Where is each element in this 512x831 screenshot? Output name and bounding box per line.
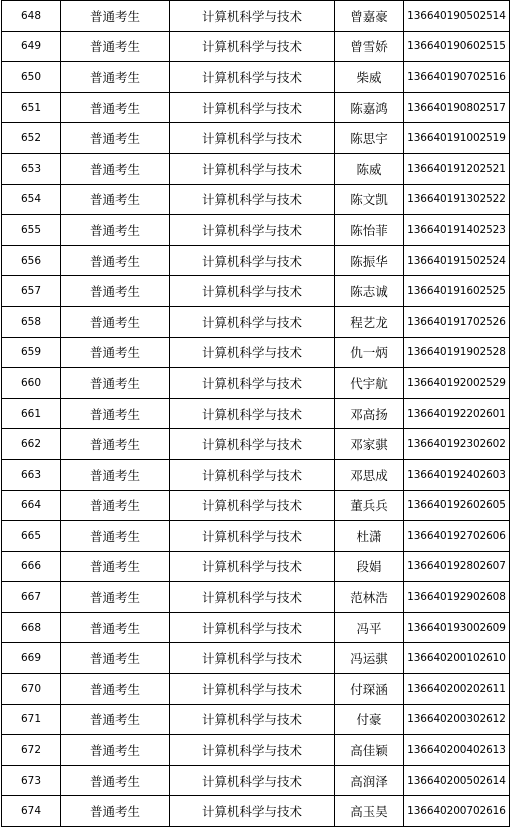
table-row <box>2 765 510 796</box>
candidate-name-cell: 付琛涵 <box>335 674 404 705</box>
table-row <box>2 337 510 368</box>
candidate-name-cell: 杜潇 <box>335 521 404 552</box>
exam-ticket-number-cell: 136640192302602 <box>404 429 510 460</box>
candidate-name-cell: 高佳颖 <box>335 735 404 766</box>
candidate-name-cell: 付豪 <box>335 704 404 735</box>
table-row <box>2 184 510 215</box>
candidate-name-cell: 冯运骐 <box>335 643 404 674</box>
candidate-name-cell: 陈文凯 <box>335 184 404 215</box>
exam-ticket-number-cell: 136640200302612 <box>404 704 510 735</box>
exam-ticket-number-cell: 136640191902528 <box>404 337 510 368</box>
exam-ticket-number-cell: 136640192902608 <box>404 582 510 613</box>
exam-ticket-number-cell: 136640191702526 <box>404 306 510 337</box>
candidate-name-cell: 程艺龙 <box>335 306 404 337</box>
candidate-type-cell: 普通考生 <box>61 153 170 184</box>
serial-number-cell: 650 <box>2 62 61 93</box>
table-row <box>2 796 510 827</box>
exam-ticket-number-cell: 136640200502614 <box>404 765 510 796</box>
serial-number-cell: 659 <box>2 337 61 368</box>
major-cell: 计算机科学与技术 <box>170 215 335 246</box>
roster-sheet <box>1 0 510 827</box>
exam-ticket-number-cell: 136640191502524 <box>404 245 510 276</box>
table-row <box>2 459 510 490</box>
major-cell: 计算机科学与技术 <box>170 31 335 62</box>
candidate-type-cell: 普通考生 <box>61 765 170 796</box>
major-cell: 计算机科学与技术 <box>170 92 335 123</box>
table-row <box>2 92 510 123</box>
candidate-type-cell: 普通考生 <box>61 704 170 735</box>
table-row <box>2 276 510 307</box>
table-row <box>2 582 510 613</box>
serial-number-cell: 664 <box>2 490 61 521</box>
exam-ticket-number-cell: 136640192802607 <box>404 551 510 582</box>
serial-number-cell: 663 <box>2 459 61 490</box>
major-cell: 计算机科学与技术 <box>170 521 335 552</box>
exam-ticket-number-cell: 136640200702616 <box>404 796 510 827</box>
major-cell: 计算机科学与技术 <box>170 612 335 643</box>
serial-number-cell: 669 <box>2 643 61 674</box>
major-cell: 计算机科学与技术 <box>170 490 335 521</box>
exam-ticket-number-cell: 136640192002529 <box>404 368 510 399</box>
major-cell: 计算机科学与技术 <box>170 765 335 796</box>
major-cell: 计算机科学与技术 <box>170 276 335 307</box>
candidate-name-cell: 董兵兵 <box>335 490 404 521</box>
candidate-type-cell: 普通考生 <box>61 62 170 93</box>
serial-number-cell: 652 <box>2 123 61 154</box>
serial-number-cell: 654 <box>2 184 61 215</box>
exam-ticket-number-cell: 136640191002519 <box>404 123 510 154</box>
serial-number-cell: 648 <box>2 1 61 32</box>
exam-ticket-number-cell: 136640192202601 <box>404 398 510 429</box>
major-cell: 计算机科学与技术 <box>170 153 335 184</box>
candidate-type-cell: 普通考生 <box>61 612 170 643</box>
major-cell: 计算机科学与技术 <box>170 551 335 582</box>
table-row <box>2 521 510 552</box>
major-cell: 计算机科学与技术 <box>170 306 335 337</box>
major-cell: 计算机科学与技术 <box>170 123 335 154</box>
serial-number-cell: 658 <box>2 306 61 337</box>
serial-number-cell: 660 <box>2 368 61 399</box>
serial-number-cell: 651 <box>2 92 61 123</box>
major-cell: 计算机科学与技术 <box>170 582 335 613</box>
exam-ticket-number-cell: 136640200402613 <box>404 735 510 766</box>
table-row <box>2 735 510 766</box>
serial-number-cell: 661 <box>2 398 61 429</box>
exam-ticket-number-cell: 136640200102610 <box>404 643 510 674</box>
serial-number-cell: 665 <box>2 521 61 552</box>
candidate-name-cell: 仇一炳 <box>335 337 404 368</box>
candidate-name-cell: 高润泽 <box>335 765 404 796</box>
candidate-type-cell: 普通考生 <box>61 245 170 276</box>
candidate-type-cell: 普通考生 <box>61 490 170 521</box>
table-row <box>2 215 510 246</box>
candidate-type-cell: 普通考生 <box>61 429 170 460</box>
major-cell: 计算机科学与技术 <box>170 459 335 490</box>
serial-number-cell: 667 <box>2 582 61 613</box>
candidate-type-cell: 普通考生 <box>61 306 170 337</box>
table-row <box>2 368 510 399</box>
candidate-type-cell: 普通考生 <box>61 276 170 307</box>
exam-ticket-number-cell: 136640190502514 <box>404 1 510 32</box>
candidate-type-cell: 普通考生 <box>61 521 170 552</box>
serial-number-cell: 657 <box>2 276 61 307</box>
serial-number-cell: 655 <box>2 215 61 246</box>
candidate-name-cell: 邓高扬 <box>335 398 404 429</box>
candidate-type-cell: 普通考生 <box>61 796 170 827</box>
table-row <box>2 429 510 460</box>
major-cell: 计算机科学与技术 <box>170 398 335 429</box>
exam-ticket-number-cell: 136640190702516 <box>404 62 510 93</box>
candidate-type-cell: 普通考生 <box>61 337 170 368</box>
major-cell: 计算机科学与技术 <box>170 184 335 215</box>
serial-number-cell: 662 <box>2 429 61 460</box>
major-cell: 计算机科学与技术 <box>170 1 335 32</box>
candidate-type-cell: 普通考生 <box>61 735 170 766</box>
exam-ticket-number-cell: 136640190802517 <box>404 92 510 123</box>
serial-number-cell: 672 <box>2 735 61 766</box>
serial-number-cell: 649 <box>2 31 61 62</box>
candidate-name-cell: 代宇航 <box>335 368 404 399</box>
serial-number-cell: 666 <box>2 551 61 582</box>
exam-ticket-number-cell: 136640192602605 <box>404 490 510 521</box>
major-cell: 计算机科学与技术 <box>170 704 335 735</box>
table-row <box>2 153 510 184</box>
table-row <box>2 306 510 337</box>
candidate-table <box>1 0 510 827</box>
serial-number-cell: 670 <box>2 674 61 705</box>
candidate-name-cell: 高玉昊 <box>335 796 404 827</box>
major-cell: 计算机科学与技术 <box>170 643 335 674</box>
major-cell: 计算机科学与技术 <box>170 368 335 399</box>
major-cell: 计算机科学与技术 <box>170 337 335 368</box>
exam-ticket-number-cell: 136640191402523 <box>404 215 510 246</box>
table-row <box>2 643 510 674</box>
exam-ticket-number-cell: 136640192402603 <box>404 459 510 490</box>
table-row <box>2 62 510 93</box>
table-row <box>2 551 510 582</box>
candidate-table-body <box>2 1 510 827</box>
candidate-type-cell: 普通考生 <box>61 184 170 215</box>
candidate-name-cell: 陈嘉鸿 <box>335 92 404 123</box>
major-cell: 计算机科学与技术 <box>170 62 335 93</box>
table-row <box>2 245 510 276</box>
serial-number-cell: 674 <box>2 796 61 827</box>
candidate-type-cell: 普通考生 <box>61 1 170 32</box>
table-row <box>2 123 510 154</box>
major-cell: 计算机科学与技术 <box>170 429 335 460</box>
candidate-type-cell: 普通考生 <box>61 368 170 399</box>
table-row <box>2 1 510 32</box>
table-row <box>2 704 510 735</box>
candidate-name-cell: 邓思成 <box>335 459 404 490</box>
table-row <box>2 674 510 705</box>
candidate-type-cell: 普通考生 <box>61 398 170 429</box>
table-row <box>2 490 510 521</box>
exam-ticket-number-cell: 136640191602525 <box>404 276 510 307</box>
major-cell: 计算机科学与技术 <box>170 735 335 766</box>
exam-ticket-number-cell: 136640192702606 <box>404 521 510 552</box>
candidate-name-cell: 冯平 <box>335 612 404 643</box>
serial-number-cell: 668 <box>2 612 61 643</box>
candidate-name-cell: 范林浩 <box>335 582 404 613</box>
candidate-name-cell: 陈威 <box>335 153 404 184</box>
serial-number-cell: 673 <box>2 765 61 796</box>
candidate-name-cell: 段娟 <box>335 551 404 582</box>
exam-ticket-number-cell: 136640190602515 <box>404 31 510 62</box>
candidate-type-cell: 普通考生 <box>61 459 170 490</box>
exam-ticket-number-cell: 136640200202611 <box>404 674 510 705</box>
candidate-type-cell: 普通考生 <box>61 551 170 582</box>
candidate-name-cell: 陈怡菲 <box>335 215 404 246</box>
table-row <box>2 31 510 62</box>
candidate-type-cell: 普通考生 <box>61 643 170 674</box>
table-row <box>2 398 510 429</box>
candidate-name-cell: 柴威 <box>335 62 404 93</box>
candidate-name-cell: 陈志诚 <box>335 276 404 307</box>
candidate-name-cell: 陈思宇 <box>335 123 404 154</box>
candidate-type-cell: 普通考生 <box>61 215 170 246</box>
major-cell: 计算机科学与技术 <box>170 245 335 276</box>
candidate-type-cell: 普通考生 <box>61 123 170 154</box>
serial-number-cell: 653 <box>2 153 61 184</box>
candidate-name-cell: 曾雪娇 <box>335 31 404 62</box>
major-cell: 计算机科学与技术 <box>170 796 335 827</box>
candidate-type-cell: 普通考生 <box>61 582 170 613</box>
candidate-name-cell: 陈振华 <box>335 245 404 276</box>
major-cell: 计算机科学与技术 <box>170 674 335 705</box>
candidate-type-cell: 普通考生 <box>61 92 170 123</box>
serial-number-cell: 671 <box>2 704 61 735</box>
exam-ticket-number-cell: 136640193002609 <box>404 612 510 643</box>
exam-ticket-number-cell: 136640191202521 <box>404 153 510 184</box>
candidate-name-cell: 邓家骐 <box>335 429 404 460</box>
candidate-name-cell: 曾嘉豪 <box>335 1 404 32</box>
candidate-type-cell: 普通考生 <box>61 31 170 62</box>
candidate-type-cell: 普通考生 <box>61 674 170 705</box>
serial-number-cell: 656 <box>2 245 61 276</box>
exam-ticket-number-cell: 136640191302522 <box>404 184 510 215</box>
table-row <box>2 612 510 643</box>
